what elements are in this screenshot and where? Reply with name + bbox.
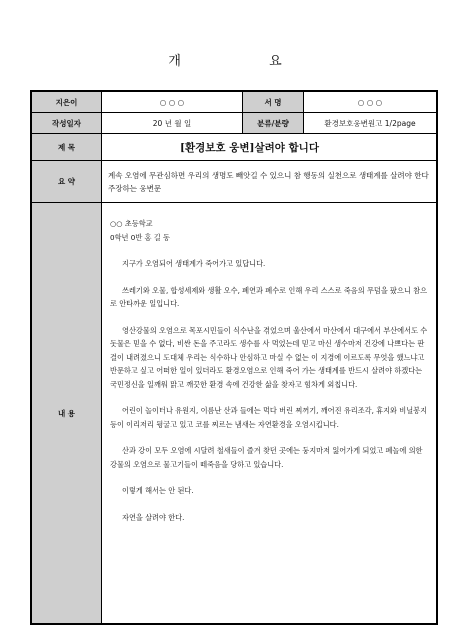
author-value: ○ ○ ○ — [159, 97, 185, 107]
subject-label: 제 목 — [32, 134, 102, 160]
author-label: 지은이 — [32, 92, 102, 112]
subject-value: [환경보호 웅변]살려야 합니다 — [180, 141, 319, 154]
signature-value: ○ ○ ○ — [357, 97, 383, 107]
summary-form — [30, 90, 438, 625]
summary-row — [32, 161, 436, 203]
category-value: 환경보호웅변원고 1/2page — [324, 118, 416, 128]
speech-body — [102, 203, 436, 623]
paragraph: 자연을 살려야 한다. — [122, 512, 185, 522]
paragraph: 산과 강이 모두 오염에 시달려 철새들이 즐겨 찾던 곳에는 둥지마저 잃어가게 되었고 폐놀에 의한 강물의 오염으로 물고기들이 떼죽음을 당하고 있습니다. — [110, 446, 423, 469]
page-title: 개 요 — [168, 54, 324, 69]
date-label: 작성일자 — [32, 113, 102, 133]
school-name: ○○ 초등학교 — [110, 219, 153, 228]
summary-label: 요 약 — [32, 161, 102, 202]
student-name: 0학년 0반 홍 길 동 — [110, 232, 170, 242]
paragraph: 어린이 놀이터나 유원지, 이름난 산과 들에는 먹다 버린 찌꺼기, 깨어진 유리조각, 휴지와 비닐봉지 등이 이리저리 뒹굴고 있고 코를 찌르는 냄새는 자연환경을 오염시킵니다. — [110, 406, 428, 429]
paragraph: 이렇게 해서는 안 된다. — [122, 486, 194, 495]
author-row — [32, 92, 436, 113]
date-value: 20 년 월 일 — [152, 118, 192, 128]
paragraph: 영산강물의 오염으로 목포시민들이 식수난을 겪었으며 울산에서 마산에서 대구에서 부산에서도 수돗물은 믿을 수 없다, 비싼 돈을 주고라도 생수를 사 먹었는데 믿고 마신 생수마저 건강에 나쁘다는 판결이 내려졌으니 도대체 우리는 식수하나 안심하고 마실 수 없는 이 지경에 이르도록 무엇을 했느냐고 반문하고 싶고 어떠한 일이 있더라도 환경오염으로 인해 죽어 가는 생태계를 반드시 살려야 하겠다는 국민정신을 일깨워 맑고 깨끗한 환경 속에 건강한 삶을 찾자고 힘차게 외칩니다. — [110, 325, 428, 389]
date-row — [32, 113, 436, 134]
paragraph: 쓰레기와 오물, 합성세제와 생활 오수, 폐연과 폐수로 인해 우리 스스로 죽음의 무덤을 팠으니 참으로 안타까운 일입니다. — [110, 285, 428, 308]
category-label: 분류/분량 — [242, 113, 304, 133]
summary-value: 계속 오염에 무관심하면 우리의 생명도 빼앗길 수 있으니 참 행동의 실천으로 생태계를 살려야 한다 주장하는 웅변문 — [108, 170, 429, 193]
paragraph: 지구가 오염되어 생태계가 죽어가고 있답니다. — [122, 259, 266, 268]
signature-label: 서 명 — [242, 92, 304, 112]
content-label: 내 용 — [32, 203, 102, 623]
subject-row — [32, 134, 436, 161]
